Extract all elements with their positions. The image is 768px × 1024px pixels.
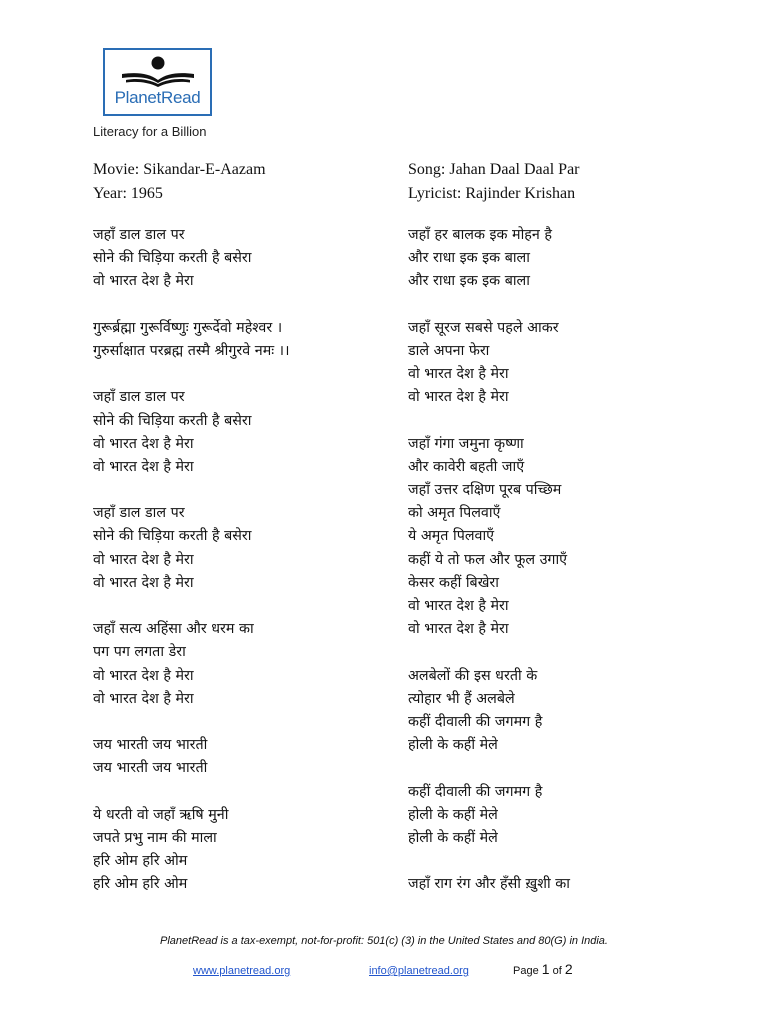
- lyric-line: को अमृत पिलवाएँ: [408, 505, 501, 522]
- email-link[interactable]: info@planetread.org: [369, 965, 469, 977]
- movie-year: Year: 1965: [93, 185, 163, 202]
- lyric-line: कहीं ये तो फल और फूल उगाएँ: [408, 551, 568, 568]
- open-book-reader-icon: [105, 54, 210, 90]
- lyric-line: वो भारत देश है मेरा: [93, 667, 194, 684]
- stanza-gap: [93, 363, 290, 386]
- stanza-gap: [408, 641, 570, 664]
- lyric-line: सोने की चिड़िया करती है बसेरा: [93, 412, 252, 429]
- lyric-line: जय भारती जय भारती: [93, 760, 208, 777]
- stanza-gap: [93, 479, 290, 502]
- movie-title: Movie: Sikandar-E-Aazam: [93, 161, 266, 178]
- logo-wordmark: PlanetRead: [114, 88, 201, 107]
- lyric-line: वो भारत देश है मेरा: [93, 690, 194, 707]
- lyric-line: जपते प्रभु नाम की माला: [93, 829, 217, 846]
- lyric-line: होली के कहीं मेले: [408, 806, 498, 823]
- song-title: Song: Jahan Daal Daal Par: [408, 161, 580, 178]
- stanza-gap: [93, 294, 290, 317]
- page-number: [513, 961, 573, 977]
- lyric-line: सोने की चिड़िया करती है बसेरा: [93, 528, 252, 545]
- lyric-line: ये धरती वो जहाँ ऋषि मुनी: [93, 806, 229, 823]
- lyric-line: त्योहार भी हैं अलबेले: [408, 690, 515, 707]
- lyric-line: जहाँ उत्तर दक्षिण पूरब पच्छिम: [408, 482, 562, 499]
- website-link[interactable]: www.planetread.org: [193, 965, 291, 977]
- lyric-line: होली के कहीं मेले: [408, 829, 498, 846]
- lyric-line: वो भारत देश है मेरा: [93, 435, 194, 452]
- lyric-line: सोने की चिड़िया करती है बसेरा: [93, 250, 252, 267]
- page-total: 2: [564, 961, 573, 977]
- lyric-line: जहाँ सूरज सबसे पहले आकर: [408, 319, 559, 336]
- stanza-gap: [408, 410, 570, 433]
- lyric-line: वो भारत देश है मेरा: [93, 574, 194, 591]
- lyric-line: जहाँ राग रंग और हँसी ख़ुशी का: [408, 876, 570, 893]
- page-current: 1: [541, 961, 550, 977]
- lyric-line: जहाँ डाल डाल पर: [93, 227, 185, 243]
- page-of: of: [552, 965, 562, 977]
- lyric-line: वो भारत देश है मेरा: [93, 458, 194, 475]
- meta-left: [93, 158, 266, 206]
- lyric-line: वो भारत देश है मेरा: [408, 621, 509, 638]
- lyric-line: गुरुर्साक्षात परब्रह्म तस्मै श्रीगुरवे नमः ।।: [93, 342, 290, 359]
- lyric-line: और राधा इक इक बाला: [408, 273, 530, 290]
- lyric-line: वो भारत देश है मेरा: [93, 551, 194, 568]
- stanza-gap: [408, 294, 570, 317]
- lyric-line: हरि ओम हरि ओम: [93, 853, 188, 870]
- lyric-line: डाले अपना फेरा: [408, 342, 490, 359]
- lyric-line: जहाँ डाल डाल पर: [93, 505, 185, 522]
- lyric-line: और कावेरी बहती जाएँ: [408, 458, 525, 475]
- lyric-line: वो भारत देश है मेरा: [408, 366, 509, 383]
- lyric-line: जहाँ हर बालक इक मोहन है: [408, 227, 552, 243]
- lyric-line: होली के कहीं मेले: [408, 737, 498, 754]
- lyric-line: वो भारत देश है मेरा: [93, 273, 194, 290]
- stanza-gap: [408, 850, 570, 873]
- page-label: Page: [513, 965, 539, 977]
- lyric-line: और राधा इक इक बाला: [408, 250, 530, 267]
- lyric-line: कहीं दीवाली की जगमग है: [408, 783, 543, 800]
- lyric-line: जय भारती जय भारती: [93, 737, 208, 754]
- lyric-line: कहीं दीवाली की जगमग है: [408, 713, 543, 730]
- stanza-gap: [93, 711, 290, 734]
- lyric-line: पग पग लगता डेरा: [93, 644, 186, 661]
- lyric-line: वो भारत देश है मेरा: [408, 598, 509, 614]
- stanza-gap: [93, 781, 290, 804]
- planetread-logo: [103, 48, 212, 116]
- lyrics-right-column: [408, 224, 570, 896]
- lyrics-left-column: [93, 224, 290, 896]
- lyric-line: केसर कहीं बिखेरा: [408, 574, 499, 591]
- lyric-line: अलबेलों की इस धरती के: [408, 667, 538, 684]
- stanza-gap: [408, 757, 570, 780]
- lyric-line: हरि ओम हरि ओम: [93, 876, 188, 893]
- lyric-line: जहाँ गंगा जमुना कृष्णा: [408, 435, 524, 452]
- lyricist: Lyricist: Rajinder Krishan: [408, 185, 576, 202]
- lyric-line: ये अमृत पिलवाएँ: [408, 528, 495, 545]
- lyric-line: जहाँ डाल डाल पर: [93, 389, 185, 406]
- lyric-line: वो भारत देश है मेरा: [408, 389, 509, 406]
- lyric-line: जहाँ सत्य अहिंसा और धरम का: [93, 621, 254, 638]
- meta-right: [408, 158, 580, 206]
- footer-note: PlanetRead is a tax-exempt, not-for-profit: 501(c) (3) in the United States and 80(G) in India.: [160, 935, 608, 947]
- tagline: Literacy for a Billion: [93, 124, 207, 139]
- stanza-gap: [93, 595, 290, 618]
- lyric-line: गुरूर्ब्रह्मा गुरूर्विष्णुः गुरूर्देवो महेश्वर ।: [93, 319, 283, 336]
